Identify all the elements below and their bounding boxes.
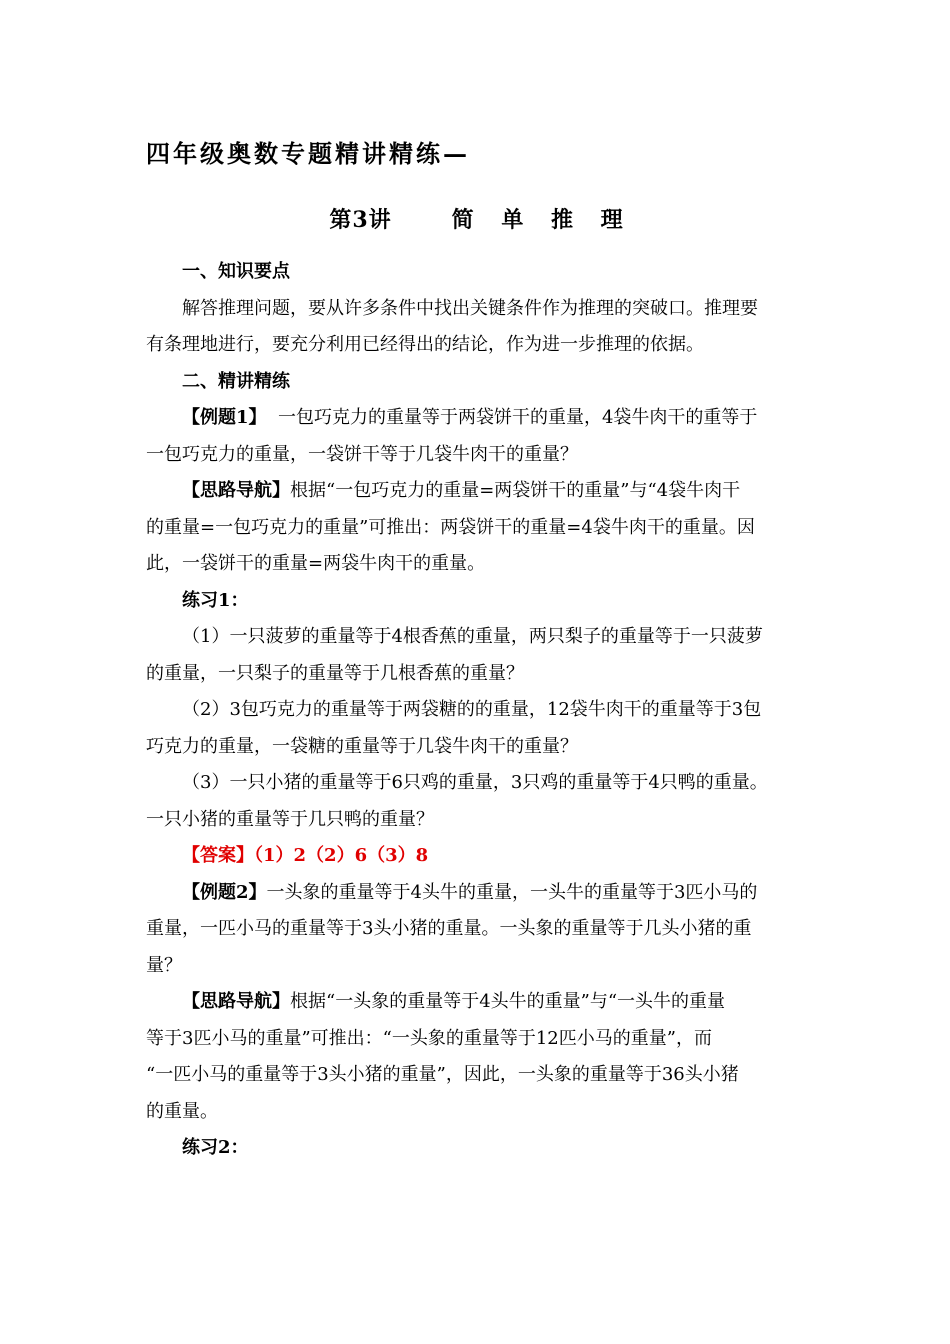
document-title: 四年级奥数专题精讲精练— <box>146 139 470 168</box>
example2-line-3: 量？ <box>146 954 182 976</box>
guide2-label: 【思路导航】 <box>182 991 290 1012</box>
guide1-line-2: 的重量=一包巧克力的重量”可推出：两袋饼干的重量=4袋牛肉干的重量。因 <box>146 516 755 538</box>
lecture-number: 第3讲 <box>329 207 392 233</box>
practice1-item3-line-2: 一只小猪的重量等于几只鸭的重量？ <box>146 808 434 830</box>
section1-line-2: 有条理地进行，要充分利用已经得出的结论，作为进一步推理的依据。 <box>146 334 704 355</box>
example1-line-2: 一包巧克力的重量，一袋饼干等于几袋牛肉干的重量？ <box>146 443 578 465</box>
lecture-topic: 简 单 推 理 <box>451 207 633 233</box>
guide2-line-4: 的重量。 <box>146 1100 218 1122</box>
practice1-item1-line-1: （1）一只菠萝的重量等于4根香蕉的重量，两只梨子的重量等于一只菠萝 <box>182 626 763 647</box>
document-page <box>146 130 806 1167</box>
guide2-line-1 <box>146 984 806 1021</box>
example2-line-1 <box>146 875 806 912</box>
example2-label: 【例题2】 <box>182 881 267 903</box>
practice1-answer: 【答案】（1）2（2）6（3）8 <box>182 845 429 866</box>
section2-heading: 二、精讲精练 <box>182 370 290 392</box>
guide2-line-2: 等于3匹小马的重量”可推出：“一头象的重量等于12匹小马的重量”，而 <box>146 1027 712 1049</box>
example1-line-1 <box>146 400 806 437</box>
practice1-item1-line-2: 的重量，一只梨子的重量等于几根香蕉的重量？ <box>146 662 524 684</box>
example1-label: 【例题1】 <box>182 407 267 428</box>
guide2-text-1: 根据“一头象的重量等于4头牛的重量”与“一头牛的重量 <box>290 991 726 1012</box>
guide1-line-3: 此，一袋饼干的重量=两袋牛肉干的重量。 <box>146 553 486 574</box>
guide1-text-1: 根据“一包巧克力的重量=两袋饼干的重量”与“4袋牛肉干 <box>290 480 741 501</box>
example2-line-2: 重量，一匹小马的重量等于3头小猪的重量。一头象的重量等于几头小猪的重 <box>146 918 752 939</box>
practice1-item2-line-2: 巧克力的重量，一袋糖的重量等于几袋牛肉干的重量？ <box>146 735 578 757</box>
section1-heading: 一、知识要点 <box>182 261 290 282</box>
lecture-title <box>146 200 806 240</box>
example1-text-1: 一包巧克力的重量等于两袋饼干的重量，4袋牛肉干的重等于 <box>266 407 758 428</box>
section1-line-1: 解答推理问题，要从许多条件中找出关键条件作为推理的突破口。推理要 <box>182 297 758 319</box>
practice1-item2-line-1: （2）3包巧克力的重量等于两袋糖的的重量，12袋牛肉干的重量等于3包 <box>182 699 762 720</box>
guide1-line-1 <box>146 473 806 510</box>
practice2-heading: 练习2： <box>182 1137 249 1158</box>
guide2-line-3: “一匹小马的重量等于3头小猪的重量”，因此，一头象的重量等于36头小猪 <box>146 1064 739 1085</box>
practice1-heading: 练习1： <box>182 589 249 611</box>
guide1-label: 【思路导航】 <box>182 480 290 501</box>
practice1-item3-line-1: （3）一只小猪的重量等于6只鸡的重量，3只鸡的重量等于4只鸭的重量。 <box>182 772 768 793</box>
example2-text-1: 一头象的重量等于4头牛的重量，一头牛的重量等于3匹小马的 <box>266 881 758 903</box>
